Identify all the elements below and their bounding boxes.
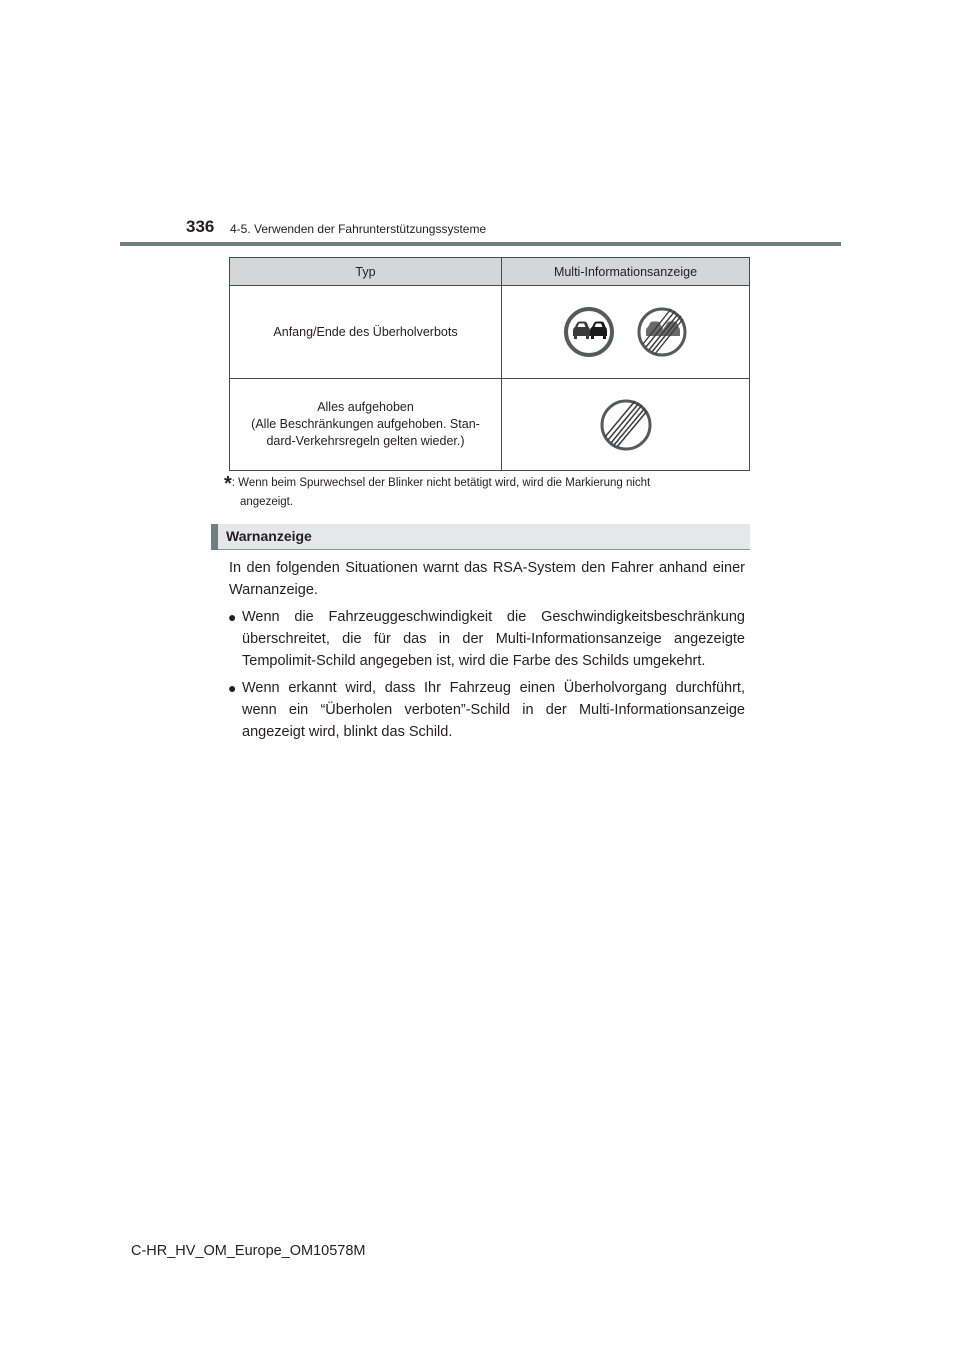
bullet-icon: ● xyxy=(228,609,237,625)
type-cell xyxy=(230,286,502,379)
no-overtaking-sign-icon xyxy=(563,306,615,358)
display-cell xyxy=(502,286,750,379)
display-cell xyxy=(502,379,750,471)
page-number: 336 xyxy=(186,217,215,236)
column-header-display: Multi-Informationsanzeige xyxy=(502,258,750,286)
type-label: Anfang/Ende des Überholverbots xyxy=(273,324,458,339)
list-item-text: Wenn die Fahrzeuggeschwindigkeit die Geschwindigkeitsbeschränkung überschreitet, die für das in der Multi-Informationsanzeige angezeigte Tempolimit-Schild angegeben ist, wird die Farbe des Schilds umgekehrt. xyxy=(242,609,745,669)
section-body xyxy=(229,557,745,748)
section-heading-bar xyxy=(211,524,750,550)
footnote-text-continued: angezeigt. xyxy=(240,496,294,508)
end-of-all-restrictions-sign-icon xyxy=(599,398,653,452)
document-code: C-HR_HV_OM_Europe_OM10578M xyxy=(131,1243,366,1259)
table-row xyxy=(230,379,750,471)
list-item xyxy=(229,606,745,672)
chapter-title: 4-5. Verwenden der Fahrunterstützungssysteme xyxy=(230,222,487,236)
type-label xyxy=(230,399,501,450)
section-accent xyxy=(211,524,218,550)
bullet-icon: ● xyxy=(228,680,237,696)
list-item xyxy=(229,677,745,743)
table-header-row xyxy=(230,258,750,286)
list-item-text: Wenn erkannt wird, dass Ihr Fahrzeug einen Überholvorgang durchführt, wenn ein “Überholen verboten”-Schild in der Multi-Informationsanzeige angezeigt wird, blinkt das Schild. xyxy=(242,680,745,740)
table-row xyxy=(230,286,750,379)
sign-type-table xyxy=(229,257,750,471)
column-header-type: Typ xyxy=(230,258,502,286)
type-cell xyxy=(230,379,502,471)
section-title: Warnanzeige xyxy=(226,528,312,544)
type-label-line: Alles aufgehoben xyxy=(317,400,414,414)
type-label-line: dard-Verkehrsregeln gelten wieder.) xyxy=(266,434,465,448)
table-footnote xyxy=(224,474,746,511)
end-of-no-overtaking-sign-icon xyxy=(636,306,688,358)
header-rule xyxy=(120,242,841,246)
intro-paragraph: In den folgenden Situationen warnt das RSA-System den Fahrer anhand einer Warnanzeige. xyxy=(229,560,745,598)
type-label-line: (Alle Beschränkungen aufgehoben. Stan- xyxy=(251,417,480,431)
footnote-text: : Wenn beim Spurwechsel der Blinker nicht betätigt wird, wird die Markierung nicht xyxy=(231,477,651,489)
footnote-marker: * xyxy=(224,473,232,495)
